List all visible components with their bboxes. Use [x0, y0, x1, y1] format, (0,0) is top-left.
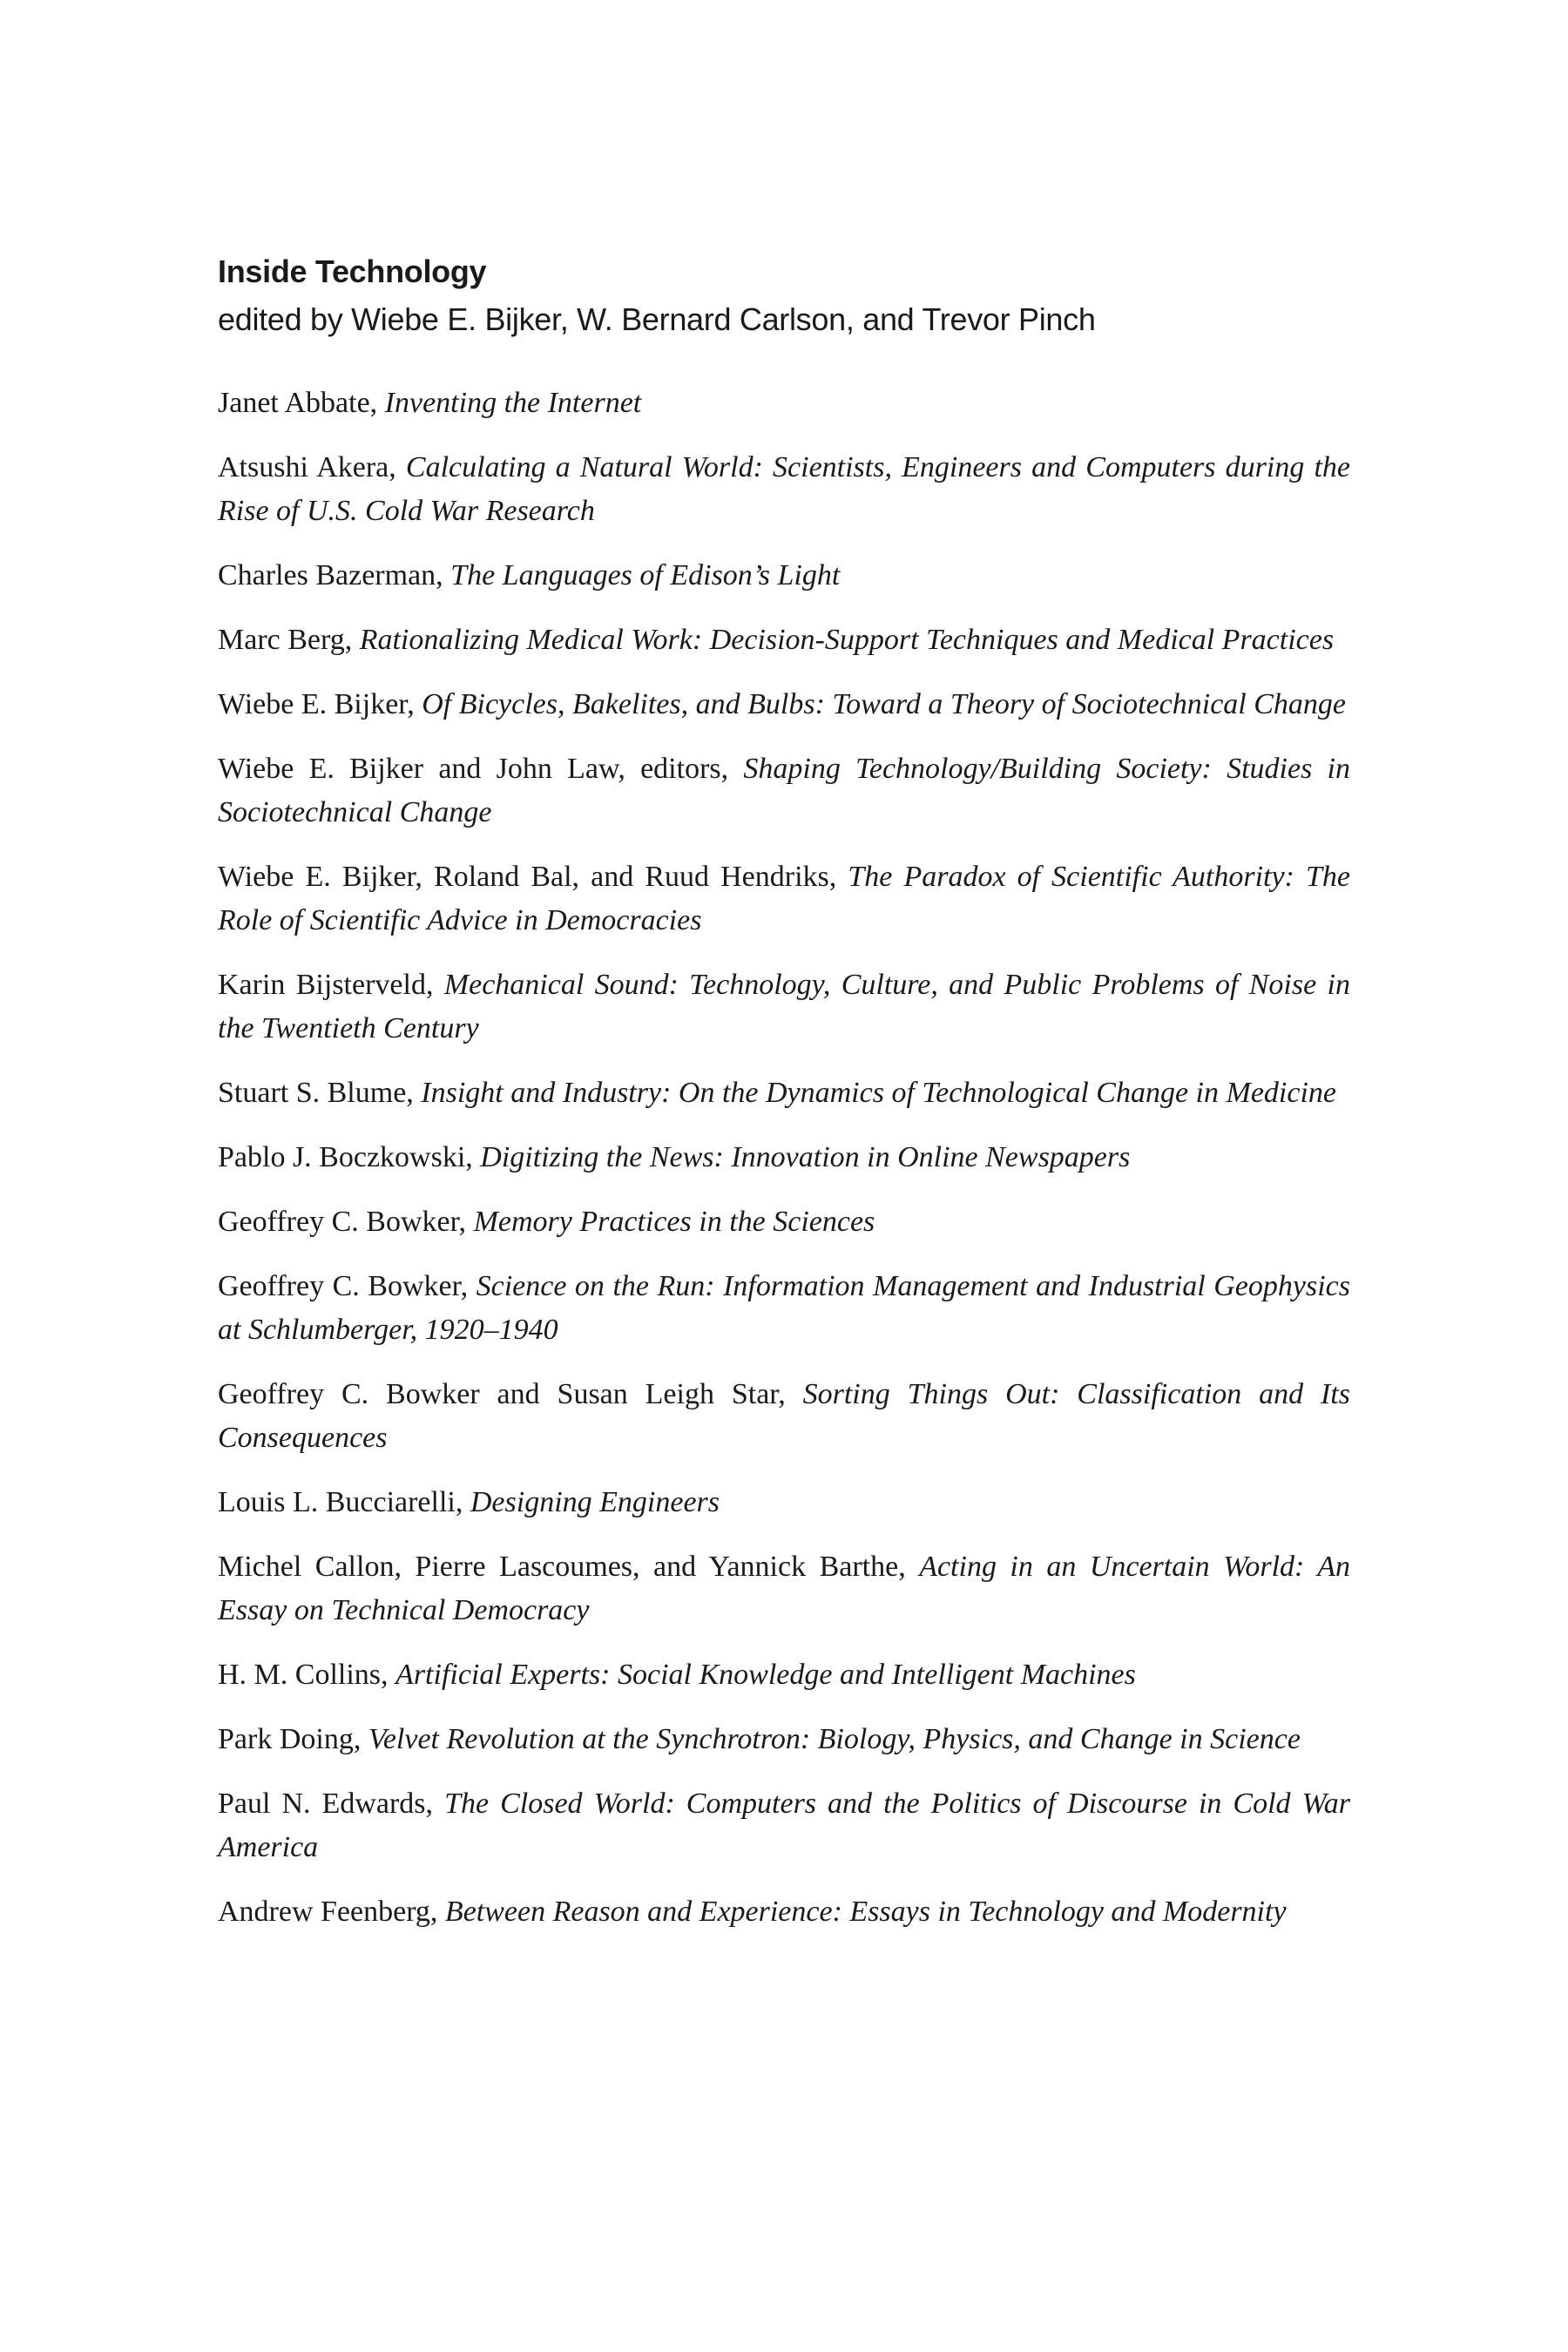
- book-entry: [218, 1373, 1350, 1460]
- book-author: Paul N. Edwards,: [218, 1788, 445, 1820]
- book-title: Shaping Technology/Building Society: Studies in Sociotechnical Change: [218, 753, 1350, 828]
- book-author: Park Doing,: [218, 1723, 368, 1755]
- book-entry: [218, 1782, 1350, 1869]
- book-title: Science on the Run: Information Management and Industrial Geophysics at Schlumberger, 1920–1940: [218, 1270, 1350, 1346]
- book-entry: [218, 618, 1350, 662]
- book-author: Charles Bazerman,: [218, 559, 451, 591]
- book-entry: [218, 1653, 1350, 1697]
- book-title: Sorting Things Out: Classification and Its Consequences: [218, 1378, 1350, 1454]
- book-title: Of Bicycles, Bakelites, and Bulbs: Toward a Theory of Sociotechnical Change: [422, 688, 1347, 720]
- book-author: Wiebe E. Bijker, Roland Bal, and Ruud Hendriks,: [218, 861, 848, 893]
- book-author: Atsushi Akera,: [218, 451, 406, 483]
- book-entry: [218, 382, 1350, 425]
- book-entry: [218, 683, 1350, 727]
- book-title: Insight and Industry: On the Dynamics of Technological Change in Medicine: [421, 1077, 1336, 1109]
- book-title: Rationalizing Medical Work: Decision-Support Techniques and Medical Practices: [359, 624, 1335, 656]
- book-title: The Paradox of Scientific Authority: The Role of Scientific Advice in Democracies: [218, 861, 1350, 936]
- book-list: [218, 382, 1350, 1934]
- book-title: Acting in an Uncertain World: An Essay on Technical Democracy: [218, 1551, 1350, 1626]
- book-entry: [218, 1071, 1350, 1115]
- series-page: [218, 251, 1350, 1955]
- book-title: Inventing the Internet: [384, 387, 642, 419]
- book-entry: [218, 1481, 1350, 1524]
- series-title: Inside Technology: [218, 253, 487, 289]
- book-entry: [218, 1545, 1350, 1632]
- book-title: Between Reason and Experience: Essays in Technology and Modernity: [444, 1896, 1287, 1928]
- book-title: Digitizing the News: Innovation in Online Newspapers: [480, 1141, 1131, 1173]
- book-author: Wiebe E. Bijker,: [218, 688, 422, 720]
- book-entry: [218, 747, 1350, 835]
- book-entry: [218, 855, 1350, 943]
- book-entry: [218, 1136, 1350, 1179]
- book-author: H. M. Collins,: [218, 1659, 396, 1691]
- book-entry: [218, 1265, 1350, 1352]
- book-author: Geoffrey C. Bowker,: [218, 1270, 476, 1302]
- book-author: Wiebe E. Bijker and John Law, editors,: [218, 753, 744, 785]
- book-title: Mechanical Sound: Technology, Culture, and Public Problems of Noise in the Twentieth Century: [218, 969, 1350, 1044]
- book-title: Calculating a Natural World: Scientists, Engineers and Computers during the Rise of U.S. Cold War Research: [218, 451, 1350, 527]
- book-entry: [218, 1200, 1350, 1244]
- book-entry: [218, 446, 1350, 533]
- book-author: Geoffrey C. Bowker,: [218, 1206, 474, 1238]
- book-author: Janet Abbate,: [218, 387, 385, 419]
- book-entry: [218, 554, 1350, 598]
- book-title: Velvet Revolution at the Synchrotron: Biology, Physics, and Change in Science: [368, 1723, 1301, 1755]
- book-author: Louis L. Bucciarelli,: [218, 1486, 470, 1518]
- book-entry: [218, 1890, 1350, 1934]
- book-author: Geoffrey C. Bowker and Susan Leigh Star,: [218, 1378, 803, 1410]
- book-title: Artificial Experts: Social Knowledge and Intelligent Machines: [395, 1659, 1136, 1691]
- book-entry: [218, 963, 1350, 1051]
- book-entry: [218, 1718, 1350, 1761]
- series-editors: edited by Wiebe E. Bijker, W. Bernard Carlson, and Trevor Pinch: [218, 301, 1096, 337]
- book-title: Memory Practices in the Sciences: [473, 1206, 875, 1238]
- book-author: Stuart S. Blume,: [218, 1077, 422, 1109]
- book-author: Marc Berg,: [218, 624, 360, 656]
- book-title: The Closed World: Computers and the Politics of Discourse in Cold War America: [218, 1788, 1350, 1863]
- book-author: Andrew Feenberg,: [218, 1896, 445, 1928]
- book-title: The Languages of Edison’s Light: [450, 559, 841, 591]
- book-author: Pablo J. Boczkowski,: [218, 1141, 481, 1173]
- book-author: Michel Callon, Pierre Lascoumes, and Yannick Barthe,: [218, 1551, 920, 1583]
- book-title: Designing Engineers: [470, 1486, 720, 1518]
- book-author: Karin Bijsterveld,: [218, 969, 444, 1001]
